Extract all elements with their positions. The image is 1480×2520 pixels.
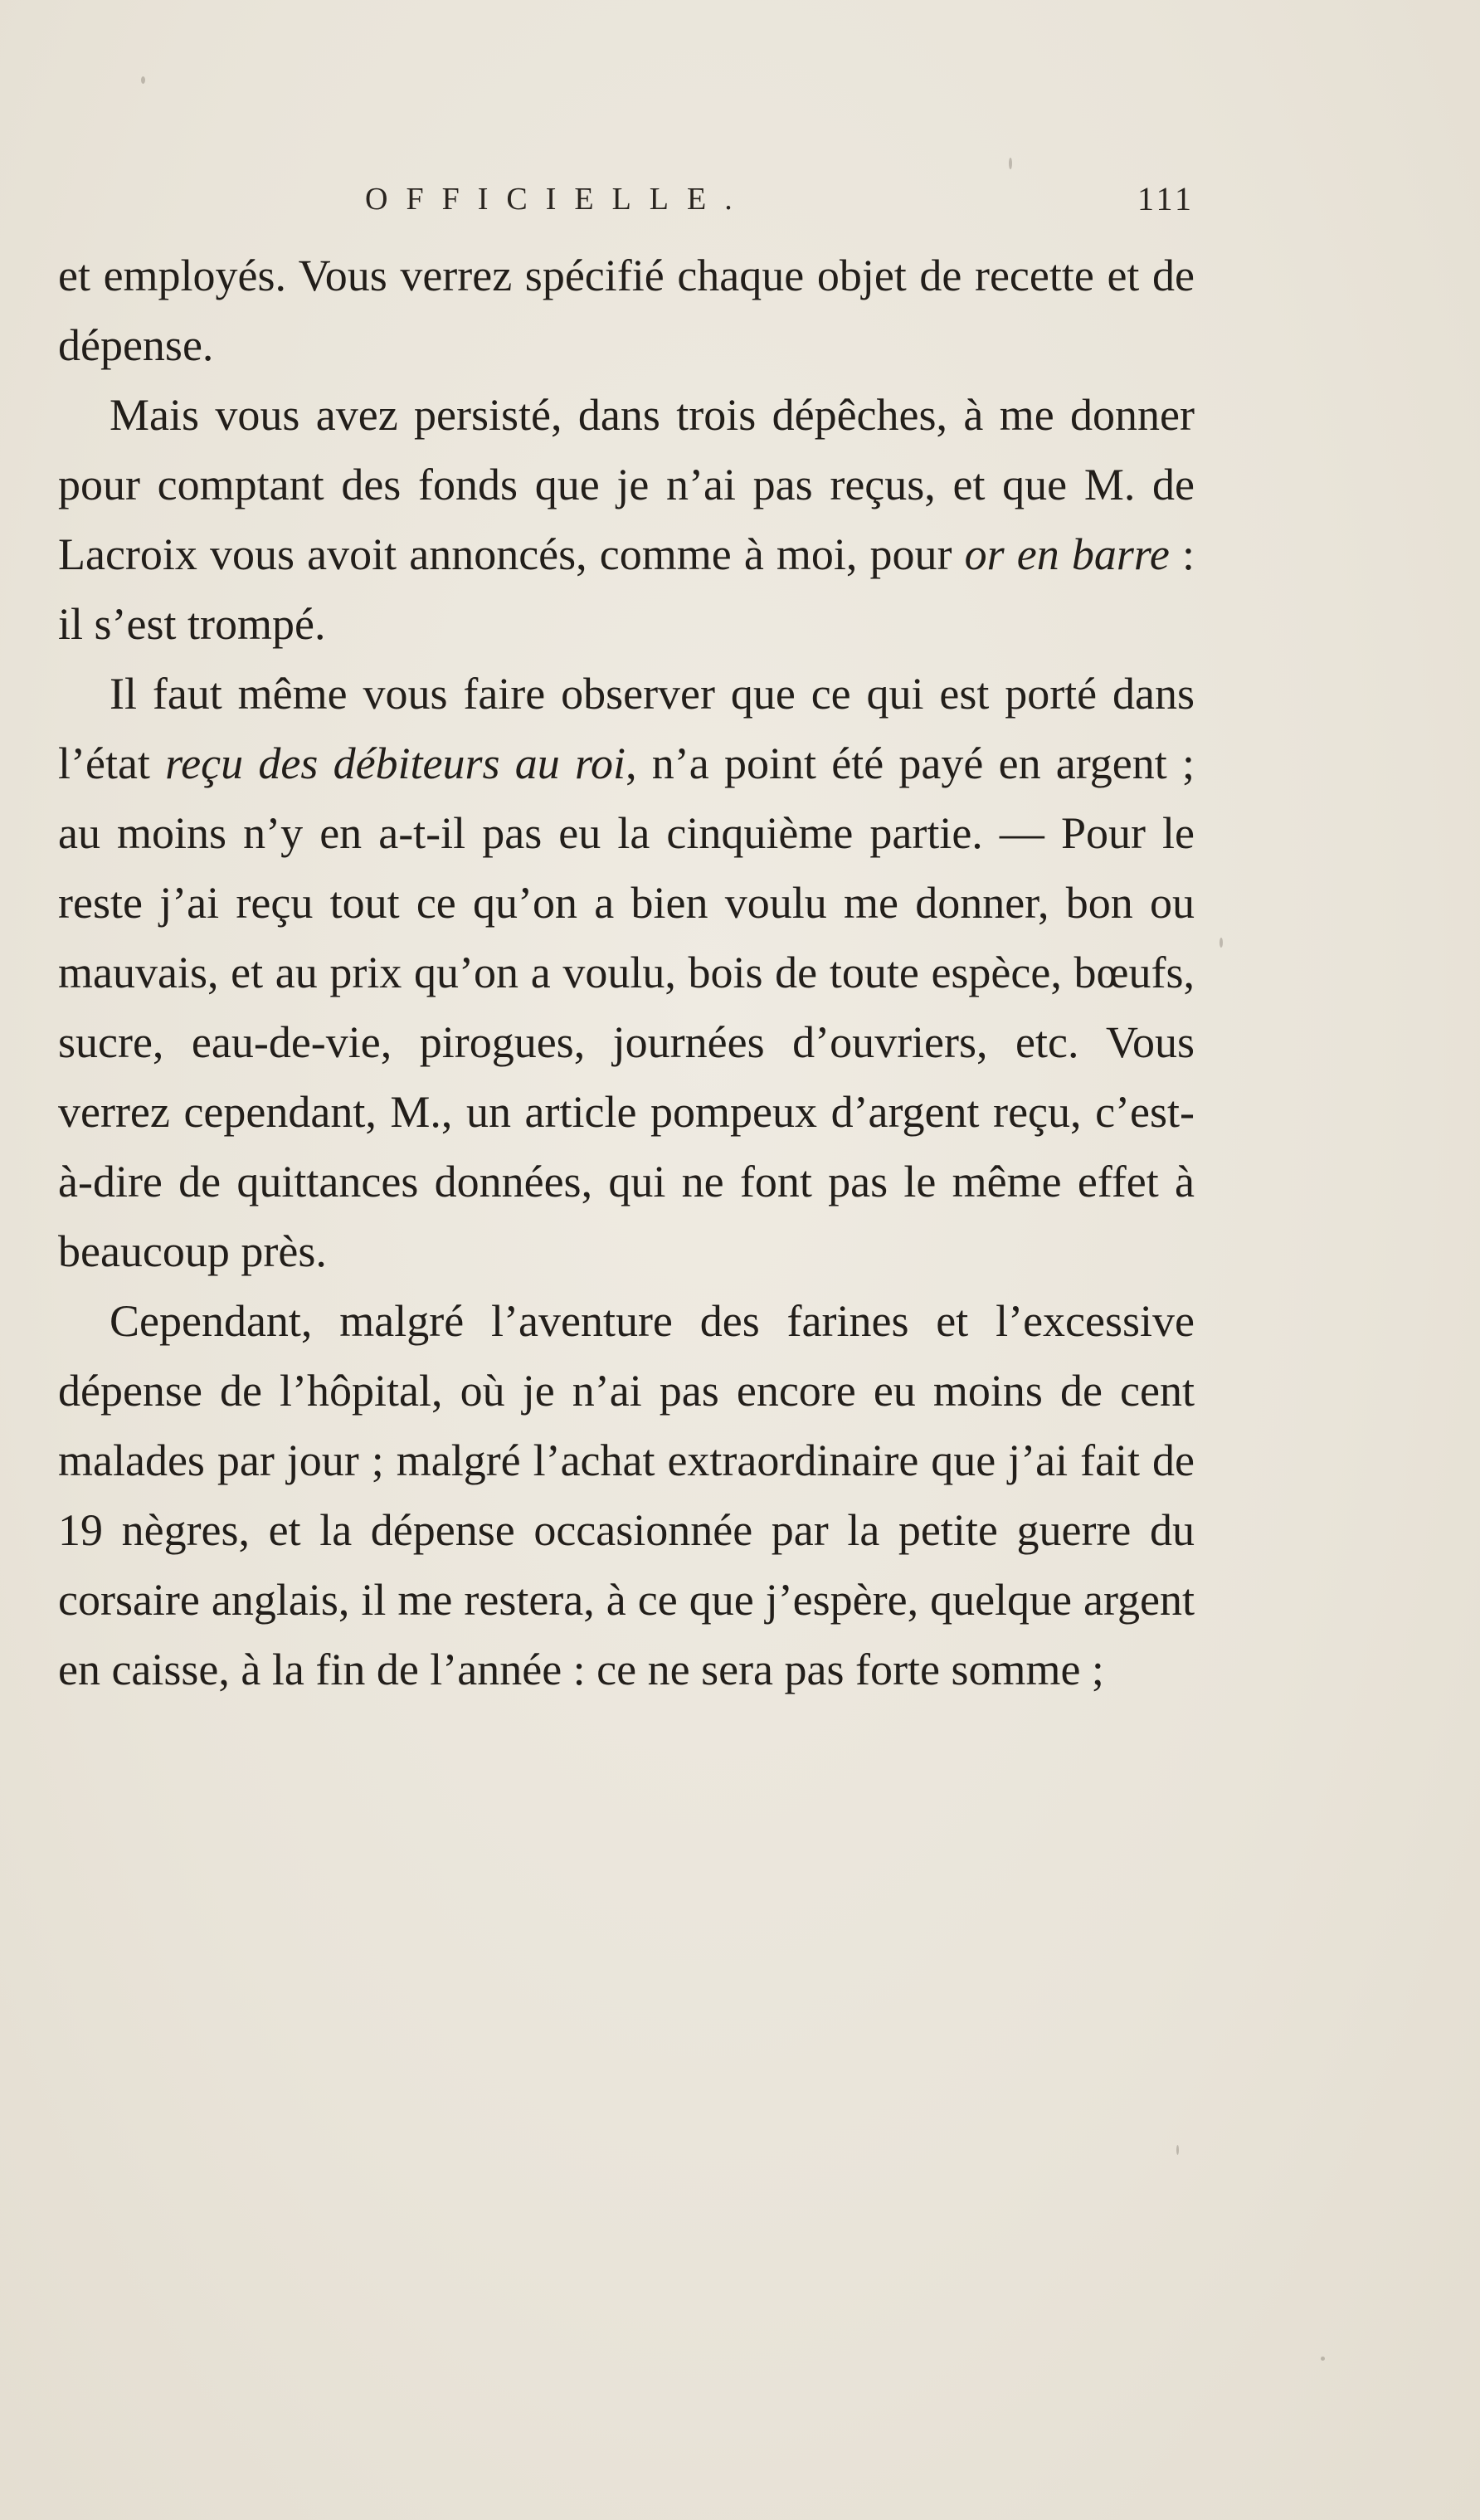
page-number: 111 bbox=[1137, 180, 1195, 217]
paper-spot bbox=[1220, 938, 1223, 948]
running-title: OFFICIELLE. bbox=[365, 182, 751, 217]
paper-spot bbox=[141, 76, 145, 84]
paragraph-1-text: et employés. Vous verrez spécifié chaque objet de recette et de dépense. bbox=[58, 251, 1195, 370]
paragraph-3-italic: reçu des débiteurs au roi bbox=[165, 738, 626, 788]
paper-spot bbox=[1321, 2357, 1325, 2361]
running-head bbox=[58, 174, 1195, 224]
paragraph-1 bbox=[58, 241, 1195, 380]
paragraph-3-text-end: , n’a point été payé en argent ; au moins n’y en a-t-il pas eu la cinquième partie. — Pour le reste j’ai reçu tout ce qu’on a bien voulu me donner, bon ou mauvais, et au prix qu’on a voulu, bois de toute espèce, bœufs, sucre, eau-de-vie, pirogues, journées d’ouvriers, etc. Vous verrez cependant, M., un article pompeux d’argent reçu, c’est-à-dire de quittances données, qui ne font pas le même effet à beaucoup près. bbox=[58, 738, 1195, 1276]
paragraph-2 bbox=[58, 380, 1195, 659]
paragraph-4-text: Cependant, malgré l’aventure des farines et l’excessive dépense de l’hôpital, où je n’ai pas encore eu moins de cent malades par jour ; malgré l’achat extraordinaire que j’ai fait de 19 nègres, et la dépense occasionnée par la petite guerre du corsaire anglais, il me restera, à ce que j’espère, quelque argent en caisse, à la fin de l’année : ce ne sera pas forte somme ; bbox=[58, 1296, 1195, 1694]
paragraph-4 bbox=[58, 1286, 1195, 1704]
paper-spot bbox=[1176, 2145, 1179, 2155]
paragraph-2-text: Mais vous avez persisté, dans trois dépêches, à me donner pour comptant des fonds que je n’ai pas reçus, et que M. de Lacroix vous avoit annoncés, comme à moi, pour bbox=[58, 390, 1195, 579]
paragraph-2-italic: or en barre bbox=[964, 529, 1170, 579]
body-text bbox=[58, 241, 1195, 1704]
paragraph-3-text: Il faut même vous faire observer que ce qui est porté dans l’état bbox=[58, 669, 1195, 788]
paragraph-3 bbox=[58, 659, 1195, 1286]
paper-spot bbox=[1009, 158, 1012, 169]
paragraph-2-text-end: : il s’est trompé. bbox=[58, 529, 1195, 649]
